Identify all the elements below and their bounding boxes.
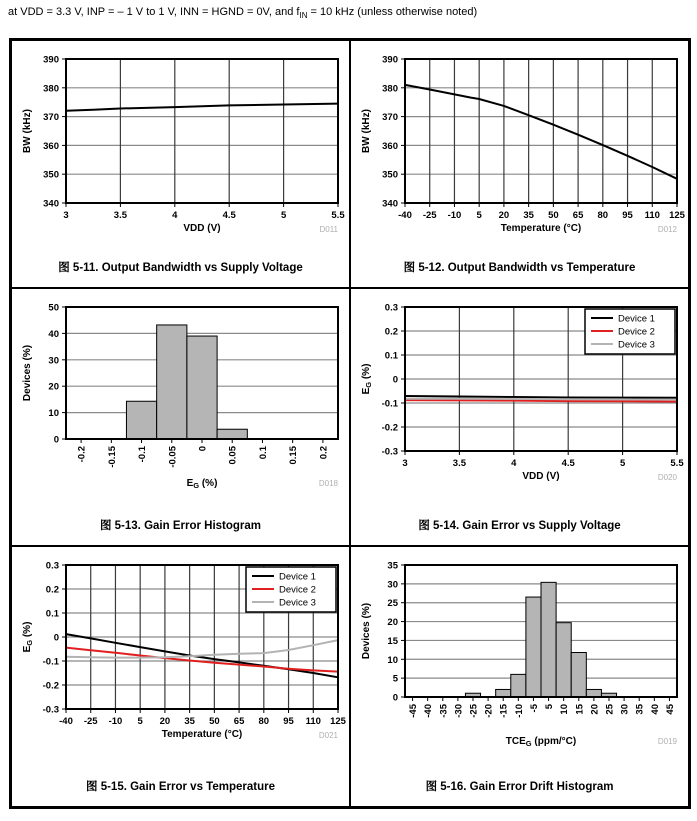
svg-text:D018: D018	[318, 479, 338, 488]
charts-grid	[9, 38, 691, 809]
svg-text:-0.1: -0.1	[42, 656, 59, 668]
svg-text:0: 0	[53, 434, 59, 446]
svg-text:BW (kHz): BW (kHz)	[21, 109, 33, 153]
svg-text:-0.3: -0.3	[42, 704, 59, 716]
svg-text:35: 35	[634, 704, 646, 715]
svg-text:4.5: 4.5	[222, 210, 236, 221]
svg-text:D021: D021	[318, 731, 338, 740]
chart-gain-error-drift-histogram	[355, 557, 685, 755]
svg-text:65: 65	[572, 210, 583, 221]
svg-text:5: 5	[137, 716, 143, 727]
chart-output-bandwidth-vs-supply-voltage	[16, 51, 346, 249]
svg-text:-0.05: -0.05	[166, 446, 178, 468]
svg-text:-0.15: -0.15	[106, 446, 118, 468]
svg-text:10: 10	[47, 408, 59, 420]
svg-text:VDD (V): VDD (V)	[182, 223, 221, 234]
svg-text:25: 25	[604, 704, 615, 715]
svg-text:0.2: 0.2	[384, 326, 398, 338]
svg-text:5: 5	[392, 673, 398, 685]
svg-text:-0.2: -0.2	[381, 422, 398, 434]
svg-text:EG (%): $E_G$ (%)	[21, 621, 34, 653]
svg-text:80: 80	[258, 716, 269, 727]
svg-text:390: 390	[42, 54, 59, 66]
chart-cell-5-11	[11, 40, 350, 288]
svg-text:4: 4	[171, 210, 177, 221]
svg-text:D012: D012	[657, 225, 677, 234]
chart-cell-5-15	[11, 546, 350, 807]
svg-text:50: 50	[208, 716, 220, 727]
figure-caption-5-11: 图 5-11. Output Bandwidth vs Supply Voltage	[58, 262, 303, 274]
chart-output-bandwidth-vs-temperature	[355, 51, 685, 249]
svg-text:3: 3	[62, 210, 69, 221]
svg-text:0.1: 0.1	[257, 446, 269, 460]
svg-text:4: 4	[510, 458, 516, 469]
svg-text:50: 50	[47, 302, 59, 314]
chart-gain-error-vs-temperature	[16, 557, 346, 755]
svg-text:110: 110	[305, 716, 321, 727]
svg-text:10: 10	[386, 654, 398, 666]
svg-text:D020: D020	[657, 473, 677, 482]
svg-text:350: 350	[42, 169, 59, 181]
svg-text:-40: -40	[422, 704, 434, 718]
chart-cell-5-14	[350, 288, 689, 546]
svg-text:45: 45	[664, 704, 676, 715]
chart-gain-error-histogram	[16, 299, 346, 497]
svg-text:0: 0	[197, 446, 208, 452]
figure-caption-5-15: 图 5-15. Gain Error vs Temperature	[86, 781, 275, 793]
svg-text:-30: -30	[452, 704, 464, 718]
figure-caption-5-13: 图 5-13. Gain Error Histogram	[99, 520, 262, 532]
svg-text:D019: D019	[657, 737, 677, 746]
svg-text:-40: -40	[58, 716, 73, 727]
svg-text:15: 15	[573, 704, 585, 715]
svg-text:35: 35	[183, 716, 195, 727]
svg-text:3.5: 3.5	[452, 458, 466, 469]
svg-text:0.2: 0.2	[45, 584, 59, 596]
svg-text:380: 380	[381, 83, 398, 95]
svg-text:Device 2: Device 2	[617, 326, 655, 338]
svg-text:Device 1: Device 1	[278, 571, 316, 583]
svg-text:-35: -35	[437, 704, 449, 718]
svg-text:0: 0	[392, 692, 398, 704]
figure-caption-5-16: 图 5-16. Gain Error Drift Histogram	[425, 781, 614, 793]
svg-text:350: 350	[381, 169, 398, 181]
svg-text:20: 20	[47, 381, 59, 393]
svg-text:EG (%): $E_G$ (%)	[360, 363, 373, 395]
svg-text:0.05: 0.05	[227, 446, 239, 465]
svg-text:20: 20	[498, 210, 509, 221]
svg-text:-25: -25	[422, 210, 437, 221]
svg-text:BW (kHz): BW (kHz)	[360, 109, 372, 153]
svg-text:4.5: 4.5	[561, 458, 575, 469]
svg-text:5.5: 5.5	[669, 458, 684, 469]
chart-cell-5-13	[11, 288, 350, 546]
svg-text:3.5: 3.5	[113, 210, 127, 221]
svg-text:125: 125	[668, 210, 685, 221]
svg-text:25: 25	[386, 598, 398, 610]
svg-text:10: 10	[558, 704, 570, 715]
svg-text:3: 3	[401, 458, 408, 469]
svg-text:Device 1: Device 1	[617, 313, 655, 325]
svg-text:35: 35	[386, 560, 398, 572]
svg-text:340: 340	[381, 198, 398, 210]
svg-text:Temperature (°C): Temperature (°C)	[500, 223, 581, 234]
svg-text:D011: D011	[318, 225, 338, 234]
svg-text:Devices (%): Devices (%)	[360, 602, 372, 660]
svg-text:Device 3: Device 3	[617, 339, 655, 351]
figure-caption-5-12: 图 5-12. Output Bandwidth vs Temperature	[403, 262, 636, 274]
svg-text:15: 15	[386, 635, 398, 647]
svg-text:-25: -25	[468, 704, 479, 718]
svg-text:VDD (V): VDD (V)	[521, 471, 560, 482]
conditions-text: at VDD = 3.3 V, INP = – 1 V to 1 V, INN = HGND = 0V, and f	[8, 6, 300, 18]
svg-text:-0.2: -0.2	[42, 680, 59, 692]
svg-text:-20: -20	[483, 704, 495, 718]
svg-text:0.15: 0.15	[287, 446, 299, 465]
svg-text:40: 40	[47, 328, 59, 340]
figure-caption-5-14: 图 5-14. Gain Error vs Supply Voltage	[418, 520, 621, 532]
svg-text:390: 390	[381, 54, 398, 66]
test-conditions-line	[8, 6, 477, 20]
svg-text:Temperature (°C): Temperature (°C)	[161, 729, 242, 740]
svg-text:35: 35	[522, 210, 534, 221]
svg-text:-10: -10	[513, 704, 525, 718]
svg-text:Device 2: Device 2	[278, 584, 316, 596]
svg-text:30: 30	[47, 355, 59, 367]
svg-text:370: 370	[42, 112, 59, 124]
chart-gain-error-vs-supply-voltage	[355, 299, 685, 497]
svg-text:5: 5	[476, 210, 482, 221]
svg-text:5.5: 5.5	[330, 210, 345, 221]
svg-text:80: 80	[597, 210, 608, 221]
svg-text:20: 20	[159, 716, 170, 727]
svg-text:EG (%): $E_G$ (%)	[186, 478, 217, 490]
svg-text:TCEG (ppm/°C): $TCE_G$ (ppm/°C)	[505, 736, 576, 748]
svg-text:110: 110	[644, 210, 660, 221]
svg-text:360: 360	[42, 140, 59, 152]
svg-text:125: 125	[329, 716, 346, 727]
svg-text:5: 5	[543, 704, 555, 710]
svg-text:370: 370	[381, 112, 398, 124]
f-in-subscript: IN	[299, 11, 308, 20]
svg-text:5: 5	[619, 458, 625, 469]
svg-text:20: 20	[386, 617, 398, 629]
svg-text:0: 0	[53, 632, 59, 644]
svg-text:-10: -10	[108, 716, 122, 727]
svg-text:40: 40	[649, 704, 661, 715]
svg-text:-10: -10	[447, 210, 461, 221]
svg-text:50: 50	[547, 210, 559, 221]
svg-text:Devices (%): Devices (%)	[21, 344, 33, 402]
svg-text:30: 30	[619, 704, 631, 715]
svg-text:-0.1: -0.1	[381, 398, 398, 410]
svg-text:65: 65	[233, 716, 244, 727]
svg-text:Device 3: Device 3	[278, 597, 316, 609]
svg-text:-40: -40	[397, 210, 412, 221]
svg-text:-25: -25	[83, 716, 98, 727]
svg-text:-45: -45	[407, 704, 419, 718]
svg-text:-0.1: -0.1	[136, 446, 148, 463]
svg-text:360: 360	[381, 140, 398, 152]
svg-text:-0.3: -0.3	[381, 446, 398, 458]
svg-text:5: 5	[280, 210, 286, 221]
svg-text:380: 380	[42, 83, 59, 95]
svg-text:340: 340	[42, 198, 59, 210]
svg-text:0.3: 0.3	[384, 302, 398, 314]
svg-text:0.2: 0.2	[317, 446, 329, 460]
svg-text:20: 20	[588, 704, 600, 715]
svg-text:30: 30	[386, 579, 398, 591]
svg-text:95: 95	[621, 210, 633, 221]
svg-text:95: 95	[282, 716, 294, 727]
svg-text:0.3: 0.3	[45, 560, 59, 572]
svg-text:-0.2: -0.2	[76, 446, 88, 463]
svg-text:0: 0	[392, 374, 398, 386]
svg-text:0.1: 0.1	[45, 608, 59, 620]
svg-text:-5: -5	[528, 704, 540, 713]
svg-text:-15: -15	[498, 704, 510, 718]
chart-cell-5-12	[350, 40, 689, 288]
svg-text:0.1: 0.1	[384, 350, 398, 362]
conditions-text-suffix: = 10 kHz (unless otherwise noted)	[307, 6, 478, 18]
chart-cell-5-16	[350, 546, 689, 807]
